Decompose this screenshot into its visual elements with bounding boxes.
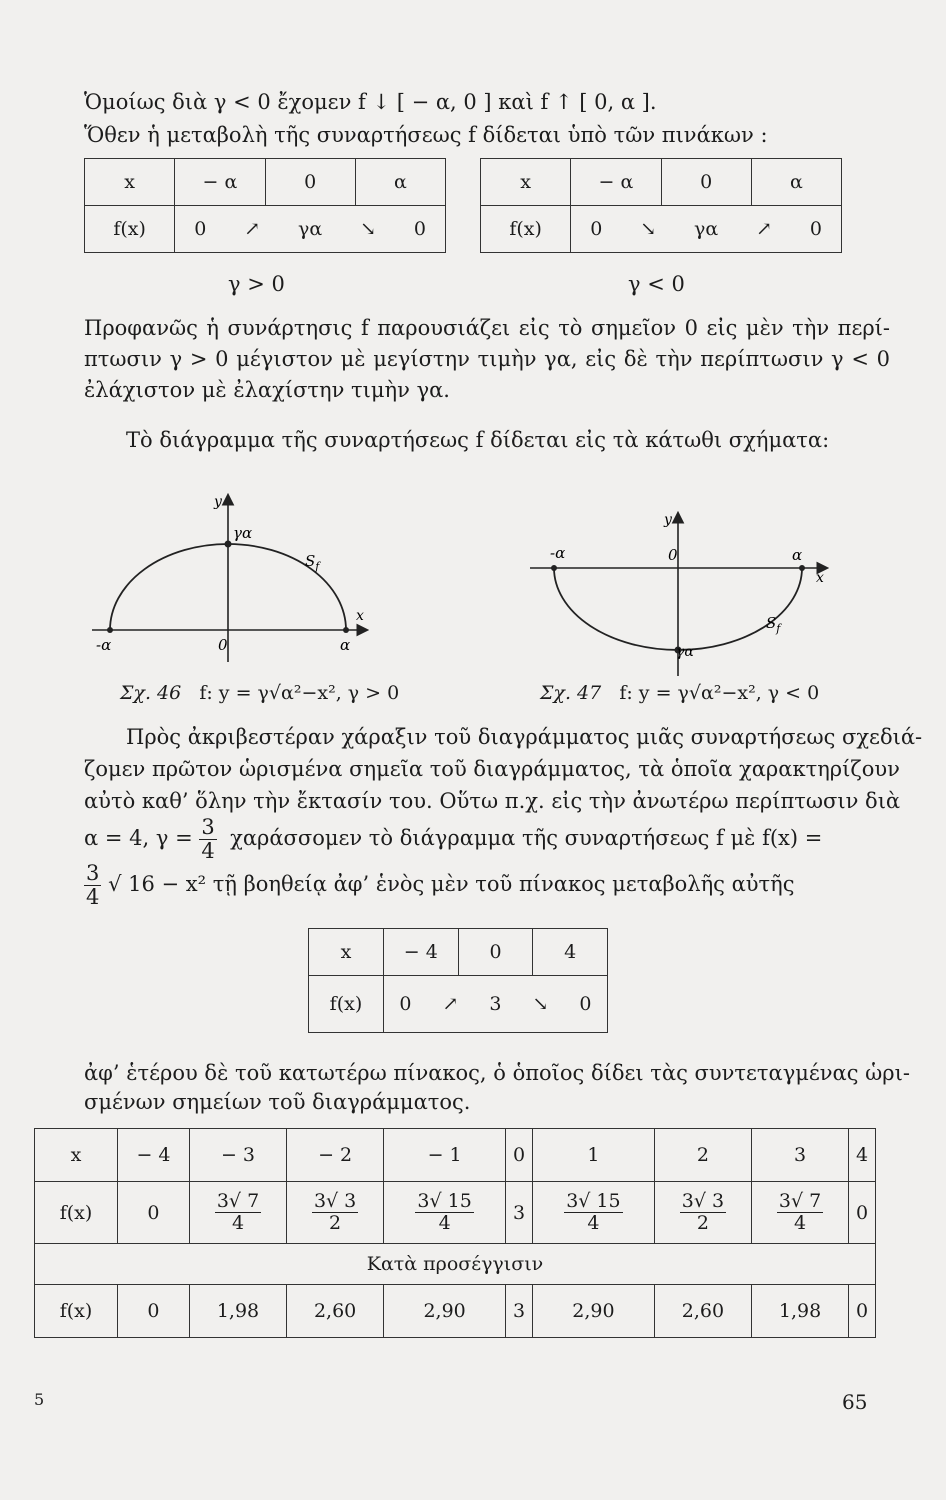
x-value: − 4 bbox=[118, 1129, 190, 1182]
max-point bbox=[225, 541, 232, 548]
fx-approx: 0 bbox=[849, 1285, 876, 1338]
curve-label: $S_f$ bbox=[766, 614, 781, 635]
point bbox=[107, 627, 113, 633]
x-value: 4 bbox=[849, 1129, 876, 1182]
axis-label: x bbox=[356, 608, 364, 624]
tick-label: α bbox=[340, 636, 351, 654]
x-value: − α bbox=[571, 159, 661, 206]
fx-approx: 2,60 bbox=[287, 1285, 384, 1338]
text-line: Πρὸς ἀκριβεστέραν χάραξιν τοῦ διαγράμματος μιᾶς συναρτήσεως σχεδιά- bbox=[126, 725, 923, 749]
x-value: − 1 bbox=[384, 1129, 506, 1182]
table-caption: γ < 0 bbox=[628, 272, 685, 296]
point bbox=[799, 565, 805, 571]
axis-label: y bbox=[664, 512, 672, 528]
tick-label: -α bbox=[550, 544, 566, 562]
fx-value: 0 bbox=[118, 1182, 190, 1244]
up-arrow-icon: ↗ bbox=[756, 218, 773, 240]
x-value: 3 bbox=[751, 1129, 848, 1182]
text-line: α = 4, γ = $\frac{3}{4}$ χαράσσομεν τὸ διάγραμμα τῆς συναρτήσεως f μὲ f(x) = bbox=[84, 815, 823, 864]
fx-label: f(x) bbox=[309, 976, 384, 1033]
text-line: Τὸ διάγραμμα τῆς συναρτήσεως f δίδεται εἰς τὰ κάτωθι σχήματα: bbox=[126, 428, 830, 452]
x-value: α bbox=[355, 159, 445, 206]
text-line: ἀφ’ ἑτέρου δὲ τοῦ κατωτέρω πίνακος, ὁ ὁποῖος δίδει τὰς συντεταγμένας ὡρι- bbox=[84, 1061, 910, 1085]
point-label: γα bbox=[233, 524, 253, 542]
figure-47 bbox=[530, 510, 830, 680]
up-arrow-icon: ↗ bbox=[244, 218, 261, 240]
fx-variation: 0 ↗ 3 ↘ 0 bbox=[383, 976, 607, 1033]
x-value: − α bbox=[175, 159, 265, 206]
fx-value: $\frac{3√ 3}{2}$ bbox=[287, 1182, 384, 1244]
text-line: Ὁμοίως διὰ γ < 0 ἔχομεν f ↓ [ − α, 0 ] καὶ f ↑ [ 0, α ]. bbox=[84, 90, 657, 114]
text-line: Ὅθεν ἡ μεταβολὴ τῆς συναρτήσεως f δίδεται ὑπὸ τῶν πινάκων : bbox=[84, 123, 768, 147]
x-value: 4 bbox=[533, 929, 608, 976]
x-label: x bbox=[35, 1129, 118, 1182]
fx-approx: 2,90 bbox=[384, 1285, 506, 1338]
fx-variation: 0 ↗ γα ↘ 0 bbox=[175, 206, 446, 253]
fx-approx: 0 bbox=[118, 1285, 190, 1338]
up-arrow-icon: ↗ bbox=[442, 993, 459, 1015]
x-value: − 4 bbox=[383, 929, 458, 976]
tick-label: α bbox=[792, 546, 803, 564]
x-label: x bbox=[481, 159, 571, 206]
fx-value: $\frac{3√ 3}{2}$ bbox=[654, 1182, 751, 1244]
figure-caption: Σχ. 46 f: y = γ√α²−x², γ > 0 bbox=[120, 682, 400, 704]
figure-46 bbox=[90, 490, 370, 670]
curve-label: $S_f$ bbox=[305, 552, 320, 573]
text-line: αὐτὸ καθ’ ὅλην τὴν ἔκτασίν του. Οὕτω π.χ. εἰς τὴν ἀνωτέρω περίπτωσιν διὰ bbox=[84, 789, 901, 813]
tick-label: 0 bbox=[218, 636, 228, 654]
text-line: ζομεν πρῶτον ὡρισμένα σημεῖα τοῦ διαγράμματος, τὰ ὁποῖα χαρακτηρίζουν bbox=[84, 757, 900, 781]
tick-label: -α bbox=[96, 636, 112, 654]
text-line: πτωσιν γ > 0 μέγιστον μὲ μεγίστην τιμὴν γα, εἰς δὲ τὴν περίπτωσιν γ < 0 bbox=[84, 347, 890, 371]
point bbox=[343, 627, 349, 633]
x-value: 2 bbox=[654, 1129, 751, 1182]
point bbox=[551, 565, 557, 571]
fx-label: f(x) bbox=[481, 206, 571, 253]
values-table bbox=[34, 1128, 876, 1338]
x-value: α bbox=[751, 159, 841, 206]
x-value: 0 bbox=[265, 159, 355, 206]
fx-value: $\frac{3√ 7}{4}$ bbox=[189, 1182, 286, 1244]
x-value: − 2 bbox=[287, 1129, 384, 1182]
fx-approx: 1,98 bbox=[751, 1285, 848, 1338]
fx-value: $\frac{3√ 15}{4}$ bbox=[532, 1182, 654, 1244]
down-arrow-icon: ↘ bbox=[640, 218, 657, 240]
fx-value: $\frac{3√ 7}{4}$ bbox=[751, 1182, 848, 1244]
down-arrow-icon: ↘ bbox=[360, 218, 377, 240]
variation-table-2 bbox=[480, 158, 842, 253]
text-line: ἐλάχιστον μὲ ἐλαχίστην τιμὴν γα. bbox=[84, 378, 450, 402]
fx-approx: 3 bbox=[506, 1285, 533, 1338]
x-value: 0 bbox=[661, 159, 751, 206]
table-caption: γ > 0 bbox=[228, 272, 285, 296]
text-line: $\frac{3}{4}$ √ 16 − x² τῇ βοηθείᾳ ἀφ’ ἑνὸς μὲν τοῦ πίνακος μεταβολῆς αὐτῆς bbox=[86, 861, 795, 910]
variation-table-3 bbox=[308, 928, 608, 1033]
fx-value: $\frac{3√ 15}{4}$ bbox=[384, 1182, 506, 1244]
x-value: 1 bbox=[532, 1129, 654, 1182]
text-line: σμένων σημείων τοῦ διαγράμματος. bbox=[84, 1090, 471, 1114]
figure-caption: Σχ. 47 f: y = γ√α²−x², γ < 0 bbox=[540, 682, 820, 704]
fx-label: f(x) bbox=[35, 1182, 118, 1244]
fx-variation: 0 ↘ γα ↗ 0 bbox=[571, 206, 842, 253]
text-line: Προφανῶς ἡ συνάρτησις f παρουσιάζει εἰς τὸ σημεῖον 0 εἰς μὲν τὴν περί- bbox=[84, 316, 890, 340]
page-number: 65 bbox=[842, 1390, 868, 1414]
fx-approx: 1,98 bbox=[189, 1285, 286, 1338]
axis-label: x bbox=[816, 570, 824, 586]
fx-label: f(x) bbox=[85, 206, 175, 253]
fx-label: f(x) bbox=[35, 1285, 118, 1338]
fx-approx: 2,60 bbox=[654, 1285, 751, 1338]
fx-value: 0 bbox=[849, 1182, 876, 1244]
x-value: 0 bbox=[506, 1129, 533, 1182]
x-value: 0 bbox=[458, 929, 533, 976]
variation-table-1 bbox=[84, 158, 446, 253]
x-label: x bbox=[85, 159, 175, 206]
axis-label: y bbox=[214, 494, 222, 510]
x-value: − 3 bbox=[189, 1129, 286, 1182]
signature-mark: 5 bbox=[34, 1390, 45, 1409]
fx-value: 3 bbox=[506, 1182, 533, 1244]
approx-heading: Κατὰ προσέγγισιν bbox=[35, 1244, 876, 1285]
point-label: γα bbox=[676, 644, 694, 660]
down-arrow-icon: ↘ bbox=[532, 993, 549, 1015]
x-label: x bbox=[309, 929, 384, 976]
tick-label: 0 bbox=[668, 546, 678, 564]
fx-approx: 2,90 bbox=[532, 1285, 654, 1338]
